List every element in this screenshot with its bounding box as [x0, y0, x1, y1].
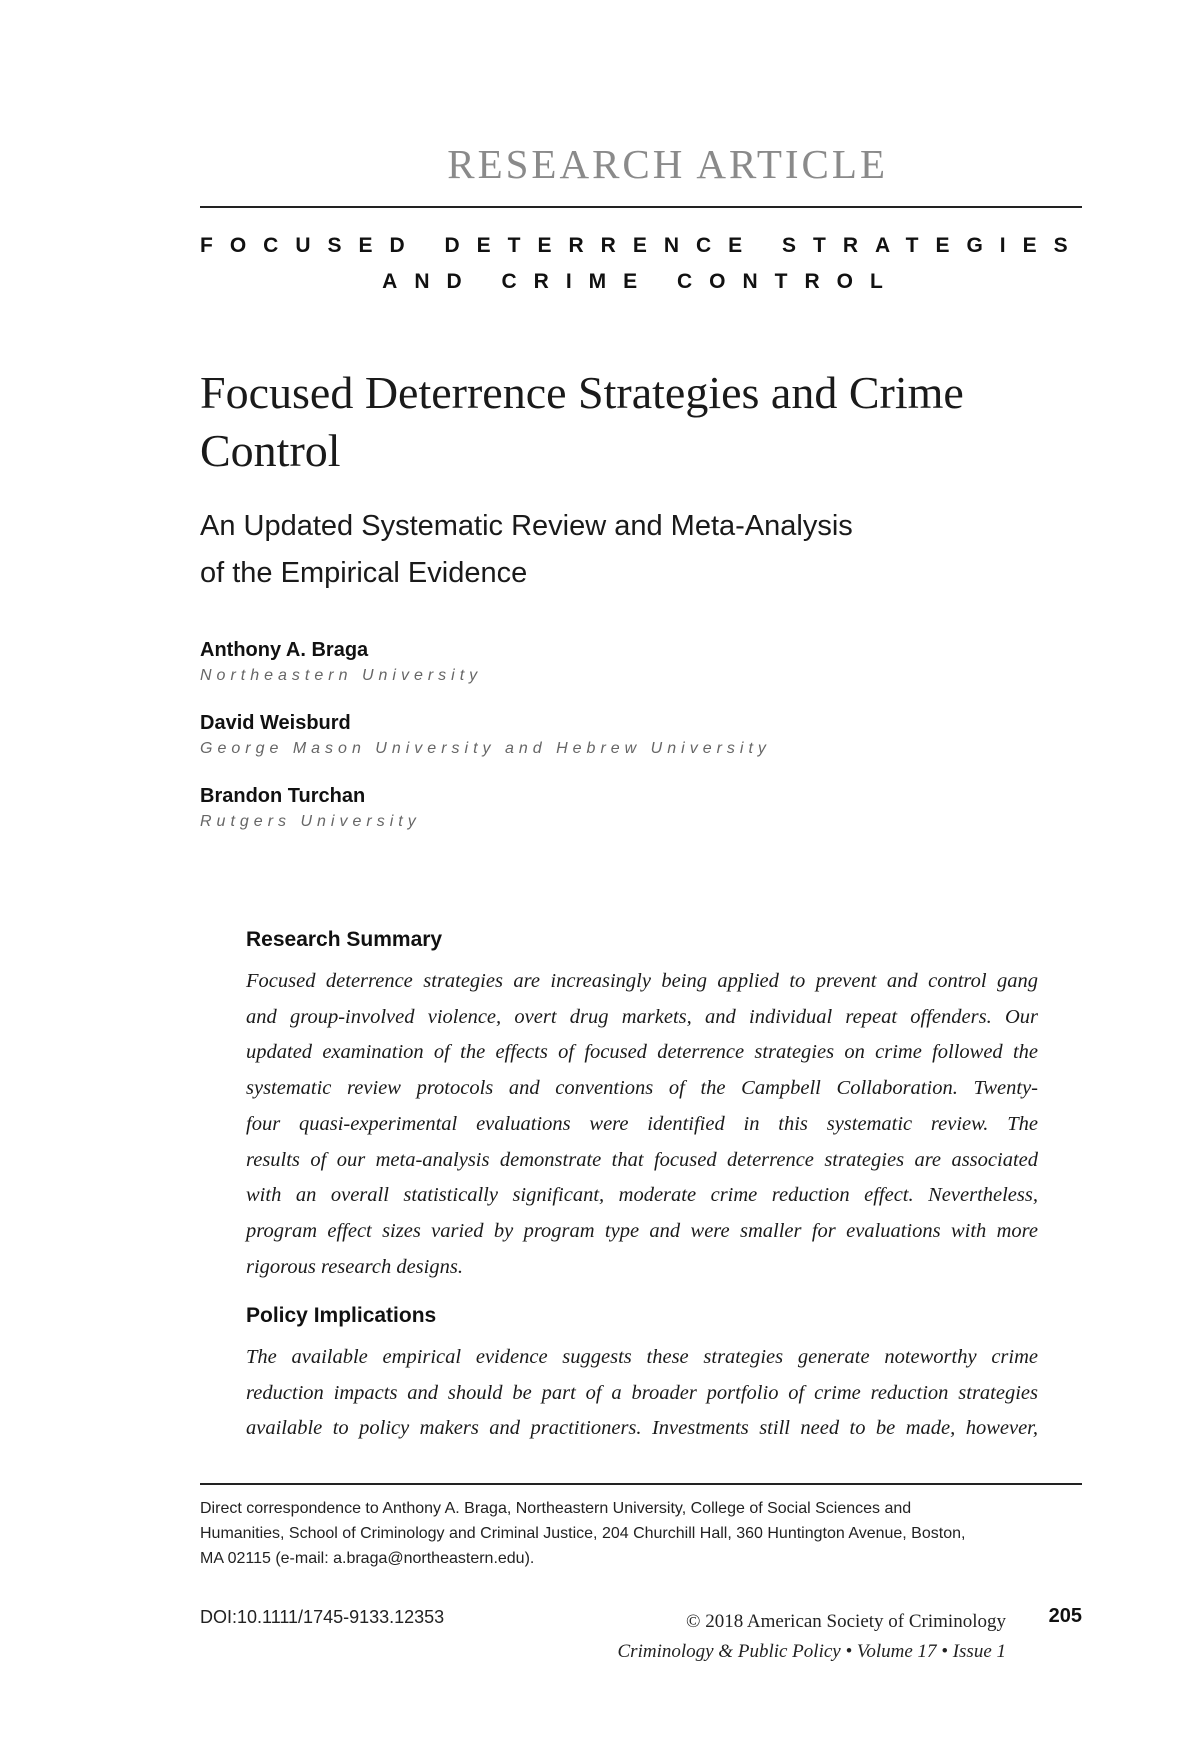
- author-block: [200, 710, 771, 762]
- journal-line: Criminology & Public Policy • Volume 17 • Issue 1: [617, 1641, 1006, 1662]
- author-block: [200, 637, 482, 689]
- page-number: 205: [1048, 1605, 1082, 1627]
- abstract-line: rigorous research designs.: [246, 1255, 463, 1278]
- copyright-block: [618, 1607, 1007, 1667]
- author-block: [200, 783, 421, 835]
- abstract-line: program effect sizes varied by program type and were smaller for evaluations with more: [246, 1219, 1038, 1242]
- abstract-line: reduction impacts and should be part of a broader portfolio of crime reduction strategies: [246, 1381, 1038, 1404]
- article-subtitle-line: An Updated Systematic Review and Meta-Analysis: [200, 510, 853, 542]
- article-title: [200, 364, 1060, 480]
- policy-implications-heading: Policy Implications: [246, 1304, 437, 1327]
- abstract-line: results of our meta-analysis demonstrate that focused deterrence strategies are associated: [246, 1148, 1038, 1171]
- footnote-line: Humanities, School of Criminology and Criminal Justice, 204 Churchill Hall, 360 Huntington Avenue, Boston,: [200, 1525, 966, 1542]
- footnote-rule: [200, 1483, 1082, 1485]
- footnote-line: Direct correspondence to Anthony A. Braga, Northeastern University, College of Social Sciences and: [200, 1500, 912, 1517]
- running-title-line: FOCUSED DETERRENCE STRATEGIES: [200, 234, 1085, 257]
- doi-text: DOI:10.1111/1745-9133.12353: [200, 1607, 445, 1627]
- abstract-line: with an overall statistically significant, moderate crime reduction effect. Nevertheless,: [246, 1184, 1038, 1207]
- article-subtitle-line: of the Empirical Evidence: [200, 557, 528, 589]
- author-name: David Weisburd: [200, 712, 351, 734]
- research-summary-text: [246, 964, 1038, 1285]
- article-title-line: Focused Deterrence Strategies and Crime: [200, 367, 964, 418]
- article-type-label: RESEARCH ARTICLE: [447, 141, 888, 187]
- author-affiliation: Northeastern University: [200, 667, 483, 684]
- header-rule: [200, 206, 1082, 208]
- abstract-line: Focused deterrence strategies are increasingly being applied to prevent and control gang: [246, 970, 1038, 992]
- author-name: Brandon Turchan: [200, 785, 366, 807]
- abstract-line: systematic review protocols and conventions of the Campbell Collaboration. Twenty-: [246, 1077, 1038, 1100]
- running-title-line: AND CRIME CONTROL: [382, 270, 900, 293]
- correspondence-footnote: [200, 1496, 1082, 1571]
- abstract-line: and group-involved violence, overt drug markets, and individual repeat offenders. Our: [246, 1005, 1038, 1028]
- policy-implications-text: [246, 1340, 1038, 1447]
- running-title: [200, 228, 1085, 300]
- footnote-line: MA 02115 (e-mail: a.braga@northeastern.edu).: [200, 1550, 535, 1567]
- abstract-line: updated examination of the effects of focused deterrence strategies on crime followed the: [246, 1041, 1038, 1064]
- abstract-line: available to policy makers and practitioners. Investments still need to be made, however,: [246, 1417, 1038, 1440]
- abstract-line: four quasi-experimental evaluations were identified in this systematic review. The: [246, 1112, 1038, 1135]
- author-affiliation: George Mason University and Hebrew University: [200, 740, 771, 757]
- author-affiliation: Rutgers University: [200, 813, 421, 830]
- abstract-line: The available empirical evidence suggests these strategies generate noteworthy crime: [246, 1346, 1038, 1368]
- article-title-line: Control: [200, 425, 341, 476]
- copyright-line: © 2018 American Society of Criminology: [686, 1611, 1006, 1632]
- article-subtitle: [200, 503, 1000, 597]
- author-name: Anthony A. Braga: [200, 639, 369, 661]
- research-summary-heading: Research Summary: [246, 928, 443, 951]
